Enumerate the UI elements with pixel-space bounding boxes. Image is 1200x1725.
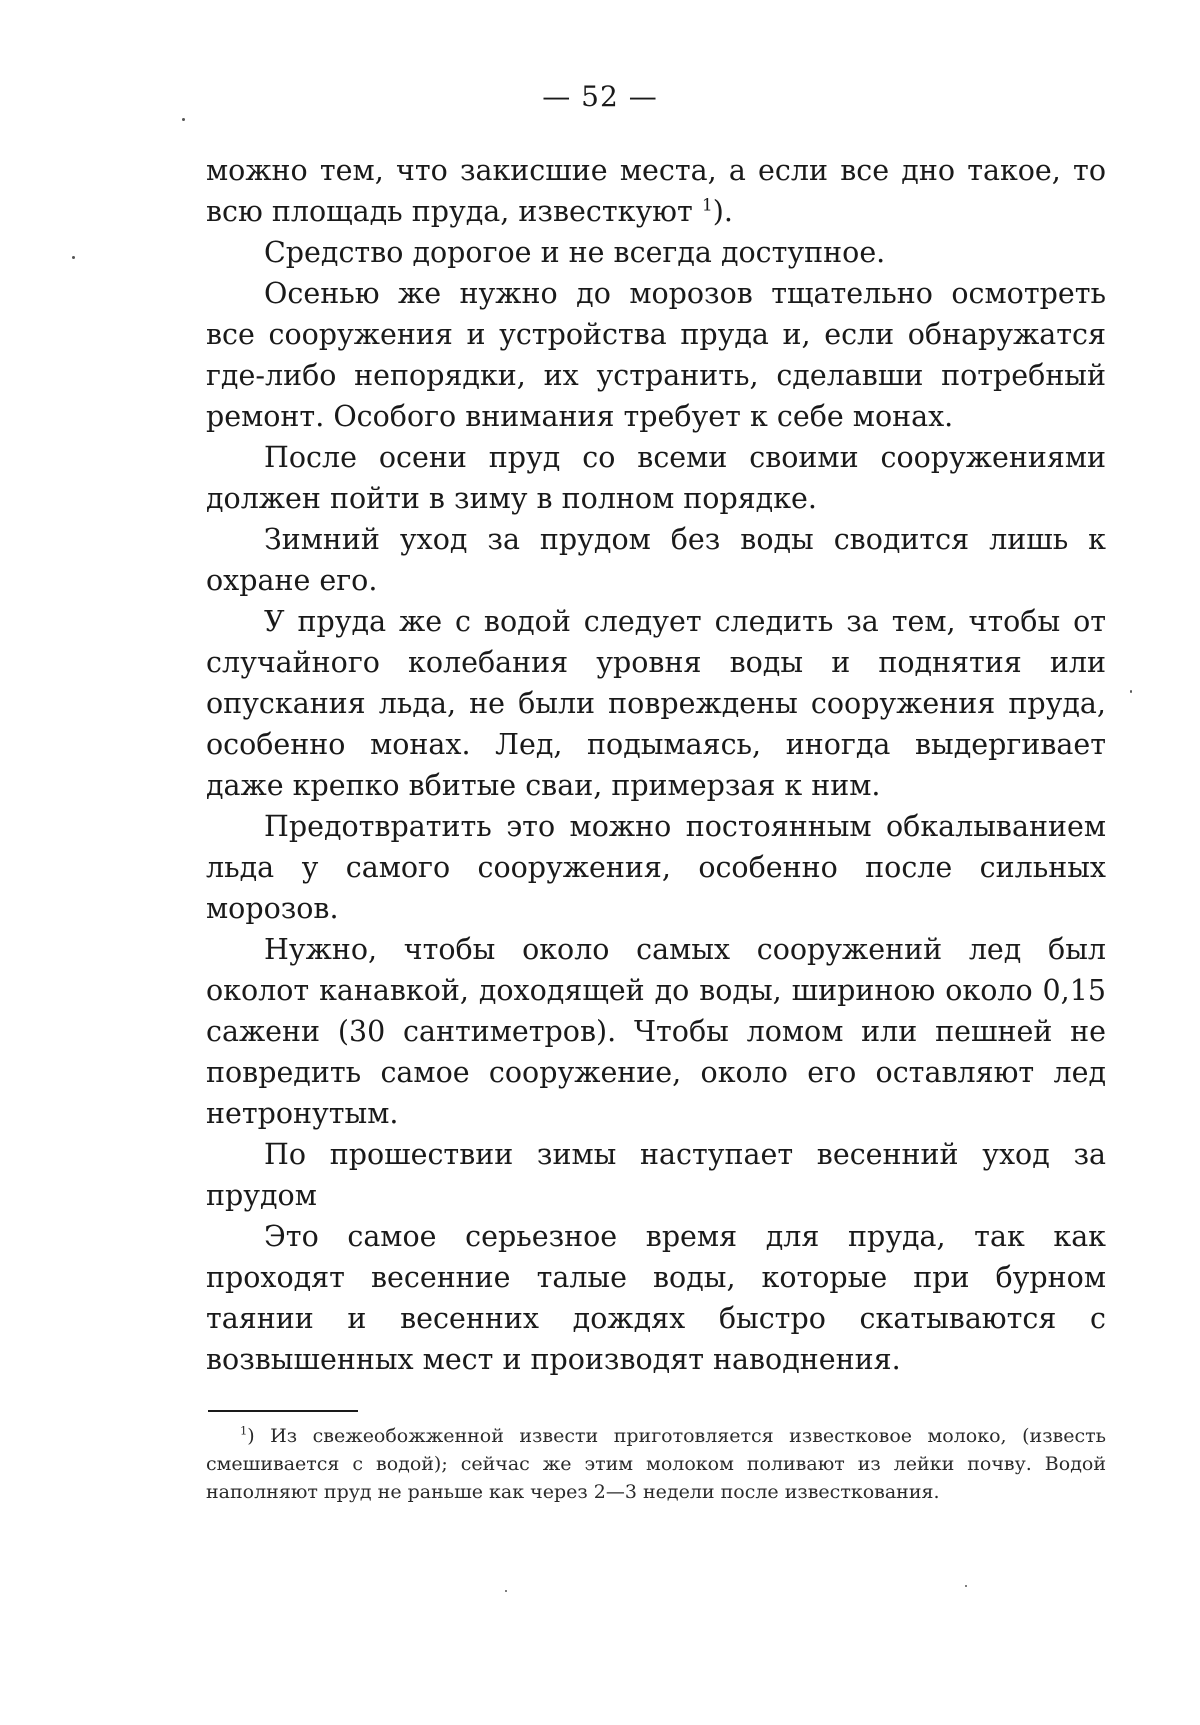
paragraph-8: Нужно, чтобы около самых сооружений лед был околот канавкой, доходящей до воды, шириною около 0,15 сажени (30 сантиметров). Чтобы ломом или пешней не повредить самое сооружение, около его оставляют лед нетронутым. — [206, 933, 1106, 1130]
body-text — [206, 150, 1106, 1380]
footnote-ref-close: ). — [712, 195, 733, 228]
paragraph-9: По прошествии зимы наступает весенний уход за прудом — [206, 1138, 1106, 1212]
scan-speck — [1130, 690, 1132, 693]
paragraph-3: Осенью же нужно до морозов тщательно осмотреть все сооружения и устройства пруда и, если обнаружатся где-либо непорядки, их устранить, сделавши потребный ремонт. Особого внимания требует к себе монах. — [206, 277, 1106, 433]
footnote-marker: 1 — [240, 1423, 248, 1438]
scan-speck — [505, 1590, 507, 1592]
page-number: — 52 — — [542, 80, 658, 113]
paragraph-1-text: можно тем, что закисшие места, а если все дно такое, то всю площадь пруда, известкуют — [206, 154, 1106, 228]
footnote-text: ) Из свежеобожженной извести приготовляется известковое молоко, (известь смешивается с водой); сейчас же этим молоком поливают из лейки почву. Водой наполняют пруд не раньше как через 2—3 недели после известкования. — [206, 1425, 1106, 1503]
scan-speck — [182, 118, 185, 121]
paragraph-2: Средство дорогое и не всегда доступное. — [264, 236, 886, 269]
footnote-ref: 1 — [701, 195, 713, 216]
scan-speck — [965, 1585, 967, 1587]
paragraph-5: Зимний уход за прудом без воды сводится лишь к охране его. — [206, 523, 1106, 597]
paragraph-7: Предотвратить это можно постоянным обкалыванием льда у самого сооружения, особенно после сильных морозов. — [206, 810, 1106, 925]
paragraph-10: Это самое серьезное время для пруда, так как проходят весенние талые воды, которые при бурном таянии и весенних дождях быстро скатываются с возвышенных мест и производят наводнения. — [206, 1220, 1106, 1376]
paragraph-6: У пруда же с водой следует следить за тем, чтобы от случайного колебания уровня воды и поднятия или опускания льда, не были повреждены сооружения пруда, особенно монах. Лед, подымаясь, иногда выдергивает даже крепко вбитые сваи, примерзая к ним. — [206, 605, 1106, 802]
footnote-divider — [208, 1410, 358, 1412]
scan-speck — [72, 256, 75, 259]
paragraph-4: После осени пруд со всеми своими сооружениями должен пойти в зиму в полном порядке. — [206, 441, 1106, 515]
paragraph-1 — [206, 150, 1106, 232]
footnote — [206, 1422, 1106, 1506]
